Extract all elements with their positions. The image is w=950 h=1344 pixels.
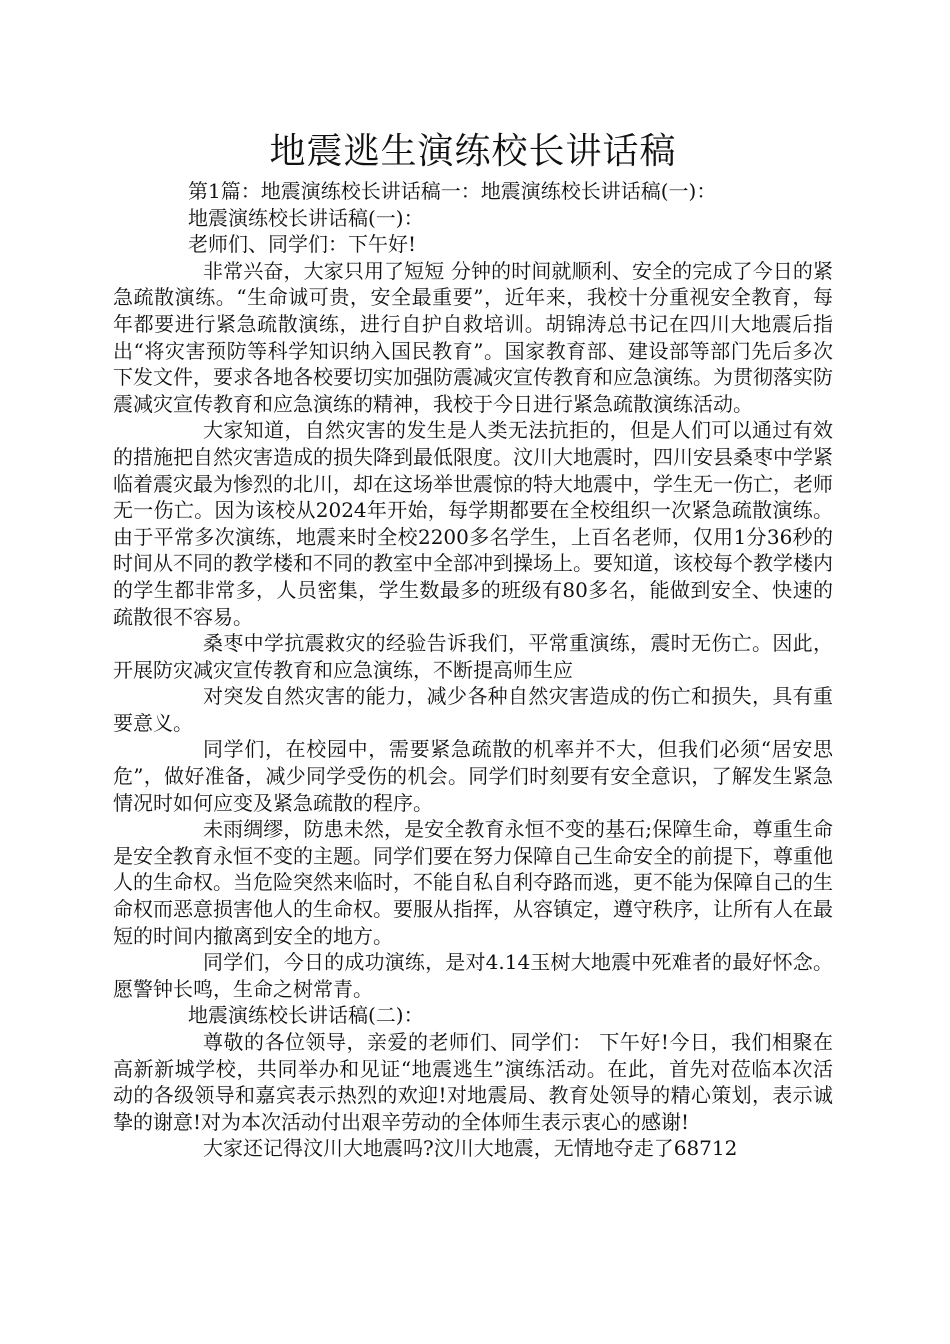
paragraph: 非常兴奋，大家只用了短短 分钟的时间就顺利、安全的完成了今日的紧急疏散演练。“生命诚可贵，安全最重要”，近年来，我校十分重视安全教育，每年都要进行紧急疏散演练，进行自护自救培训。胡锦涛总书记在四川大地震后指出“将灾害预防等科学知识纳入国民教育”。国家教育部、建设部等部门先后多次下发文件，要求各地各校要切实加强防震减灾宣传教育和应急演练。为贯彻落实防震减灾宣传教育和应急演练的精神，我校于今日进行紧急疏散演练活动。 — [113, 258, 833, 416]
document-title: 地震逃生演练校长讲话稿 — [269, 131, 677, 172]
document-body — [113, 178, 833, 1162]
paragraph: 地震演练校长讲话稿(二)： — [188, 1003, 424, 1028]
paragraph: 大家知道，自然灾害的发生是人类无法抗拒的，但是人们可以通过有效的措施把自然灾害造成的损失降到最低限度。汶川大地震时，四川安县桑枣中学紧临着震灾最为惨烈的北川，却在这场举世震惊的特大地震中，学生无一伤亡，老师无一伤亡。因为该校从2024年开始，每学期都要在全校组织一次紧急疏散演练。由于平常多次演练，地震来时全校2200多名学生，上百名老师，仅用1分36秒的时间从不同的教学楼和不同的教室中全部冲到操场上。要知道，该校每个教学楼内的学生都非常多，人员密集，学生数最多的班级有80多名，能做到安全、快速的疏散很不容易。 — [113, 418, 833, 629]
paragraph: 老师们、同学们：下午好! — [188, 232, 417, 257]
paragraph: 同学们，在校园中，需要紧急疏散的机率并不大，但我们必须“居安思危”，做好准备，减少同学受伤的机会。同学们时刻要有安全意识，了解发生紧急情况时如何应变及紧急疏散的程序。 — [113, 737, 833, 815]
paragraph: 地震演练校长讲话稿(一)： — [188, 205, 424, 230]
paragraph: 第1篇：地震演练校长讲话稿一：地震演练校长讲话稿(一)： — [188, 179, 717, 203]
paragraph: 桑枣中学抗震救灾的经验告诉我们，平常重演练，震时无伤亡。因此，开展防灾减灾宣传教育和应急演练，不断提高师生应 — [113, 631, 833, 682]
paragraph: 尊敬的各位领导，亲爱的老师们、同学们： 下午好!今日，我们相聚在高新新城学校，共同举办和见证“地震逃生”演练活动。在此，首先对莅临本次活动的各级领导和嘉宾表示热烈的欢迎!对地震局、教育处领导的精心策划，表示诚挚的谢意!对为本次活动付出艰辛劳动的全体师生表示衷心的感谢! — [113, 1030, 833, 1134]
paragraph: 对突发自然灾害的能力，减少各种自然灾害造成的伤亡和损失，具有重要意义。 — [113, 684, 833, 735]
paragraph: 同学们，今日的成功演练，是对4.14玉树大地震中死难者的最好怀念。愿警钟长鸣，生命之树常青。 — [113, 950, 833, 1001]
paragraph: 未雨绸缪，防患未然，是安全教育永恒不变的基石;保障生命，尊重生命是安全教育永恒不变的主题。同学们要在努力保障自己生命安全的前提下，尊重他人的生命权。当危险突然来临时，不能自私自利夺路而逃，更不能为保障自己的生命权而恶意损害他人的生命权。要服从指挥，从容镇定，遵守秩序，让所有人在最短的时间内撤离到安全的地方。 — [113, 817, 833, 948]
document-page — [113, 128, 833, 1162]
paragraph: 大家还记得汶川大地震吗?汶川大地震，无情地夺走了68712 — [203, 1136, 738, 1161]
